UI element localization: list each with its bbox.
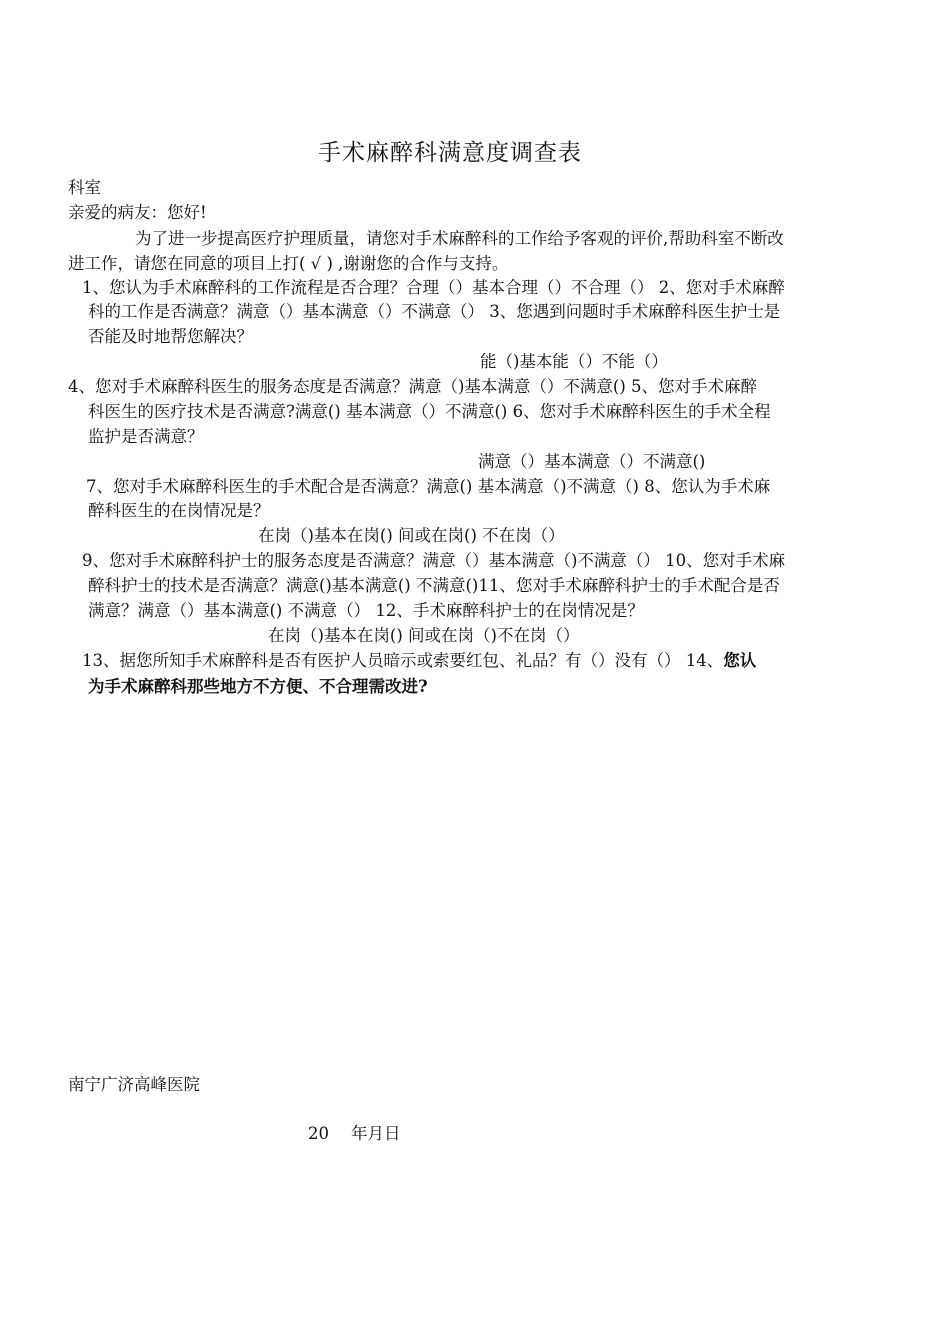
answer-options: 在岗（)基本在岗() 间或在岗() 不在岗（） xyxy=(258,526,565,545)
question-line: 1、您认为手术麻醉科的工作流程是否合理？合理（）基本合理（）不合理（） 2、您对手术麻醉 xyxy=(82,278,785,297)
question-line: 满意？满意（）基本满意() 不满意（） 12、手术麻醉科护士的在岗情况是？ xyxy=(88,601,644,620)
greeting: 亲爱的病友：您好! xyxy=(68,203,207,222)
question-line: 醉科护士的技术是否满意？满意()基本满意() 不满意()11、您对手术麻醉科护士的手术配合是否 xyxy=(88,576,780,595)
intro-line-2: 进工作，请您在同意的项目上打( √ ) ,谢谢您的合作与支持。 xyxy=(68,254,509,273)
question-14-text: 为手术麻醉科那些地方不方便、不合理需改进? xyxy=(88,677,428,696)
answer-options: 满意（）基本满意（）不满意() xyxy=(478,452,706,471)
question-line: 监护是否满意？ xyxy=(88,427,204,446)
answer-options: 能（)基本能（）不能（） xyxy=(480,352,668,371)
question-line: 醉科医生的在岗情况是？ xyxy=(88,501,270,520)
intro-line-1: 为了进一步提高医疗护理质量，请您对手术麻醉科的工作给予客观的评价,帮助科室不断改 xyxy=(135,229,784,248)
question-line: 科医生的医疗技术是否满意?满意() 基本满意（）不满意() 6、您对手术麻醉科医生的手术全程 xyxy=(88,402,771,421)
date-rest: 年月日 xyxy=(351,1124,401,1143)
page-title: 手术麻醉科满意度调查表 xyxy=(318,140,582,166)
department-label: 科室 xyxy=(68,178,101,197)
question-line: 7、您对手术麻醉科医生的手术配合是否满意？满意() 基本满意（)不满意（) 8、您认为手术麻 xyxy=(86,477,771,496)
hospital-name: 南宁广济高峰医院 xyxy=(68,1075,200,1094)
question-line: 否能及时地帮您解决？ xyxy=(88,327,253,346)
answer-options: 在岗（)基本在岗() 间或在岗（)不在岗（） xyxy=(268,626,580,645)
question-13-text: 13、据您所知手术麻醉科是否有医护人员暗示或索要红包、礼品？有（）没有（） 14、 xyxy=(82,651,724,670)
date-year: 20 xyxy=(308,1124,329,1143)
question-line xyxy=(82,648,756,673)
question-line: 4、您对手术麻醉科医生的服务态度是否满意？满意（)基本满意（）不满意() 5、您对手术麻醉 xyxy=(68,377,758,396)
question-line: 9、您对手术麻醉科护士的服务态度是否满意？满意（）基本满意（)不满意（） 10、您对手术麻 xyxy=(82,551,786,570)
question-14-start: 您认 xyxy=(723,651,757,670)
date-line xyxy=(308,1121,401,1146)
question-line: 科的工作是否满意？满意（）基本满意（）不满意（） 3、您遇到问题时手术麻醉科医生护士是 xyxy=(88,302,781,321)
